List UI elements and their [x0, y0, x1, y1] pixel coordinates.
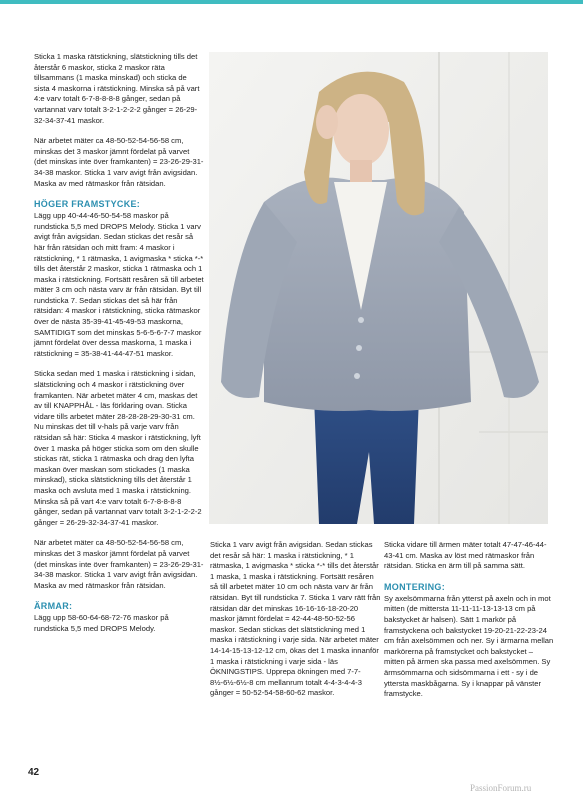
page-number: 42 — [28, 767, 40, 778]
text-column-right — [384, 540, 554, 710]
watermark: PassionForum.ru — [470, 783, 532, 793]
section-heading: HÖGER FRAMSTYCKE: — [34, 199, 141, 210]
paragraph: Sy axelsömmarna från ytterst på axeln och in mot mitten (de mittersta 11-11-11-13-13-13 cm på bakstycket är halsen). Sätt 1 markör på framstyckena och bakstycket 19-20-21-22-23-24 cm från axelsömmen och ner. Sy i ärmarna mellan markörerna på framstycket och bakstycket – mitten på ärmen ska passa med axelsömmen. Sy ärmsömmarna och sidsömmarna i ett - sy i de yttersta maskbågarna. Sy i knappar på vänster framstycke. — [384, 593, 554, 699]
text-column-left — [34, 52, 204, 645]
paragraph: Sticka vidare till ärmen mäter totalt 47-47-46-44-43-41 cm. Maska av löst med rätmaskor från rätsidan. Sticka en ärm till på samma sätt. — [384, 540, 547, 571]
page-edge-bar — [0, 0, 583, 4]
paragraph: När arbetet mäter ca 48-50-52-54-56-58 cm, minskas det 3 maskor jämnt fördelat på varvet (det minskas inte över framkanten) = 23-26-29-31-34-38 maskor. Sticka 1 varv avigt från avigsidan. Maska av med rätmaskor från rätsidan. — [34, 136, 204, 188]
paragraph: När arbetet mäter ca 48-50-52-54-56-58 cm, minskas det 3 maskor jämnt fördelat på varvet (det minskas inte över framkanten) = 23-26-29-31-34-38 maskor. Sticka 1 varv avigt från avigsidan. Maska av med rätmaskor från rätsidan. — [34, 538, 204, 590]
paragraph: Lägg upp 58-60-64-68-72-76 maskor på rundsticka 5,5 med DROPS Melody. — [34, 613, 169, 633]
text-column-middle — [210, 540, 382, 709]
paragraph: Sticka 1 maska rätstickning, slätstickning tills det återstår 6 maskor, sticka 2 maskor räta tillsammans (1 maska minskad) och sticka de sista 4 maskorna i rätstickning. Minska så på vart 4:e varv totalt 6-7-8-8-8-8 gånger, sedan på vartannat varv totalt 3-2-1-2-2-2 gånger = 26-29-32-34-37-41 maskor. — [34, 52, 200, 125]
model-photo — [209, 52, 548, 524]
paragraph: Lägg upp 40-44-46-50-54-58 maskor på rundsticka 5,5 med DROPS Melody. Sticka 1 varv avigt från avigsidan. Sedan stickas det resår så här från rätsidan och mitt fram: 4 maskor i rätstickning, * 1 rätmaska, 1 avigmaska * sticka *-* tills det återstår 2 maskor, sticka 1 rätmaska och 1 maska i rätstickning. Fortsätt resåren så till arbetet mäter 3 cm och nästa varv är från rätsidan. Byt till rundsticka 7. Sedan stickas det så här från rätsidan: 4 maskor i rätstickning, sticka rätmaskor över de nästa 35-39-41-45-49-53 maskorna, SAMTIDIGT som det minskas 5-6-5-6-7-7 maskor jämnt fördelat över dessa maskorna, 1 maska i rätstickning = 35-38-41-44-47-51 maskor. — [34, 211, 204, 358]
paragraph: Sticka sedan med 1 maska i rätstickning i sidan, slätstickning och 4 maskor i rätstickning över framkanten. När arbetet mäter 4 cm, maskas det av till KNAPPHÅL - läs förklaring ovan. Sticka vidare tills arbetet mäter 28-28-28-29-30-31 cm. Nu minskas det till v-hals på varje varv från rätsidan så här: Sticka 4 maskor i rätstickning, lyft över 1 maska på höger sticka som om den skulle stickas rät, sticka 1 rätmaska och drag den lyfta maskan över maskan som stickades (1 maska minskad), sticka slätstickning tills det återstår 1 maska och avsluta med 1 maska i rätstickning. Minska så på vart 4:e varv totalt 6-7-8-8-8-8 gånger, sedan på vartannat varv totalt 3-2-1-2-2-2 gånger = 26-29-32-34-37-41 maskor. — [34, 369, 202, 527]
section-heading: MONTERING: — [384, 581, 445, 592]
section-heading: ÄRMAR: — [34, 601, 73, 612]
paragraph: Sticka 1 varv avigt från avigsidan. Sedan stickas det resår så här: 1 maska i rätstickning, * 1 rätmaska, 1 avigmaska * sticka *-* tills det återstår 1 maska, 1 maska i rätstickning. Fortsätt resåren så till arbetet mäter 10 cm och nästa varv är från rätsidan. Byt till rundsticka 7. Sticka 1 varv rätt från rätsidan där det minskas 16-16-16-18-20-20 maskor jämnt fördelat = 42-44-48-50-52-56 maskor. Sedan stickas det slätstickning med 1 maska i rätstickning i varje sida. När arbetet mäter 14-14-15-13-12-12 cm, ökas det 1 maska innanför 1 maska i rätstickning i varje sida - läs ÖKNINGSTIPS. Upprepa ökningen med 7-7-8½-6½-6½-8 cm mellanrum totalt 4-4-3-4-4-3 gånger = 50-52-54-58-60-62 maskor. — [210, 540, 381, 698]
